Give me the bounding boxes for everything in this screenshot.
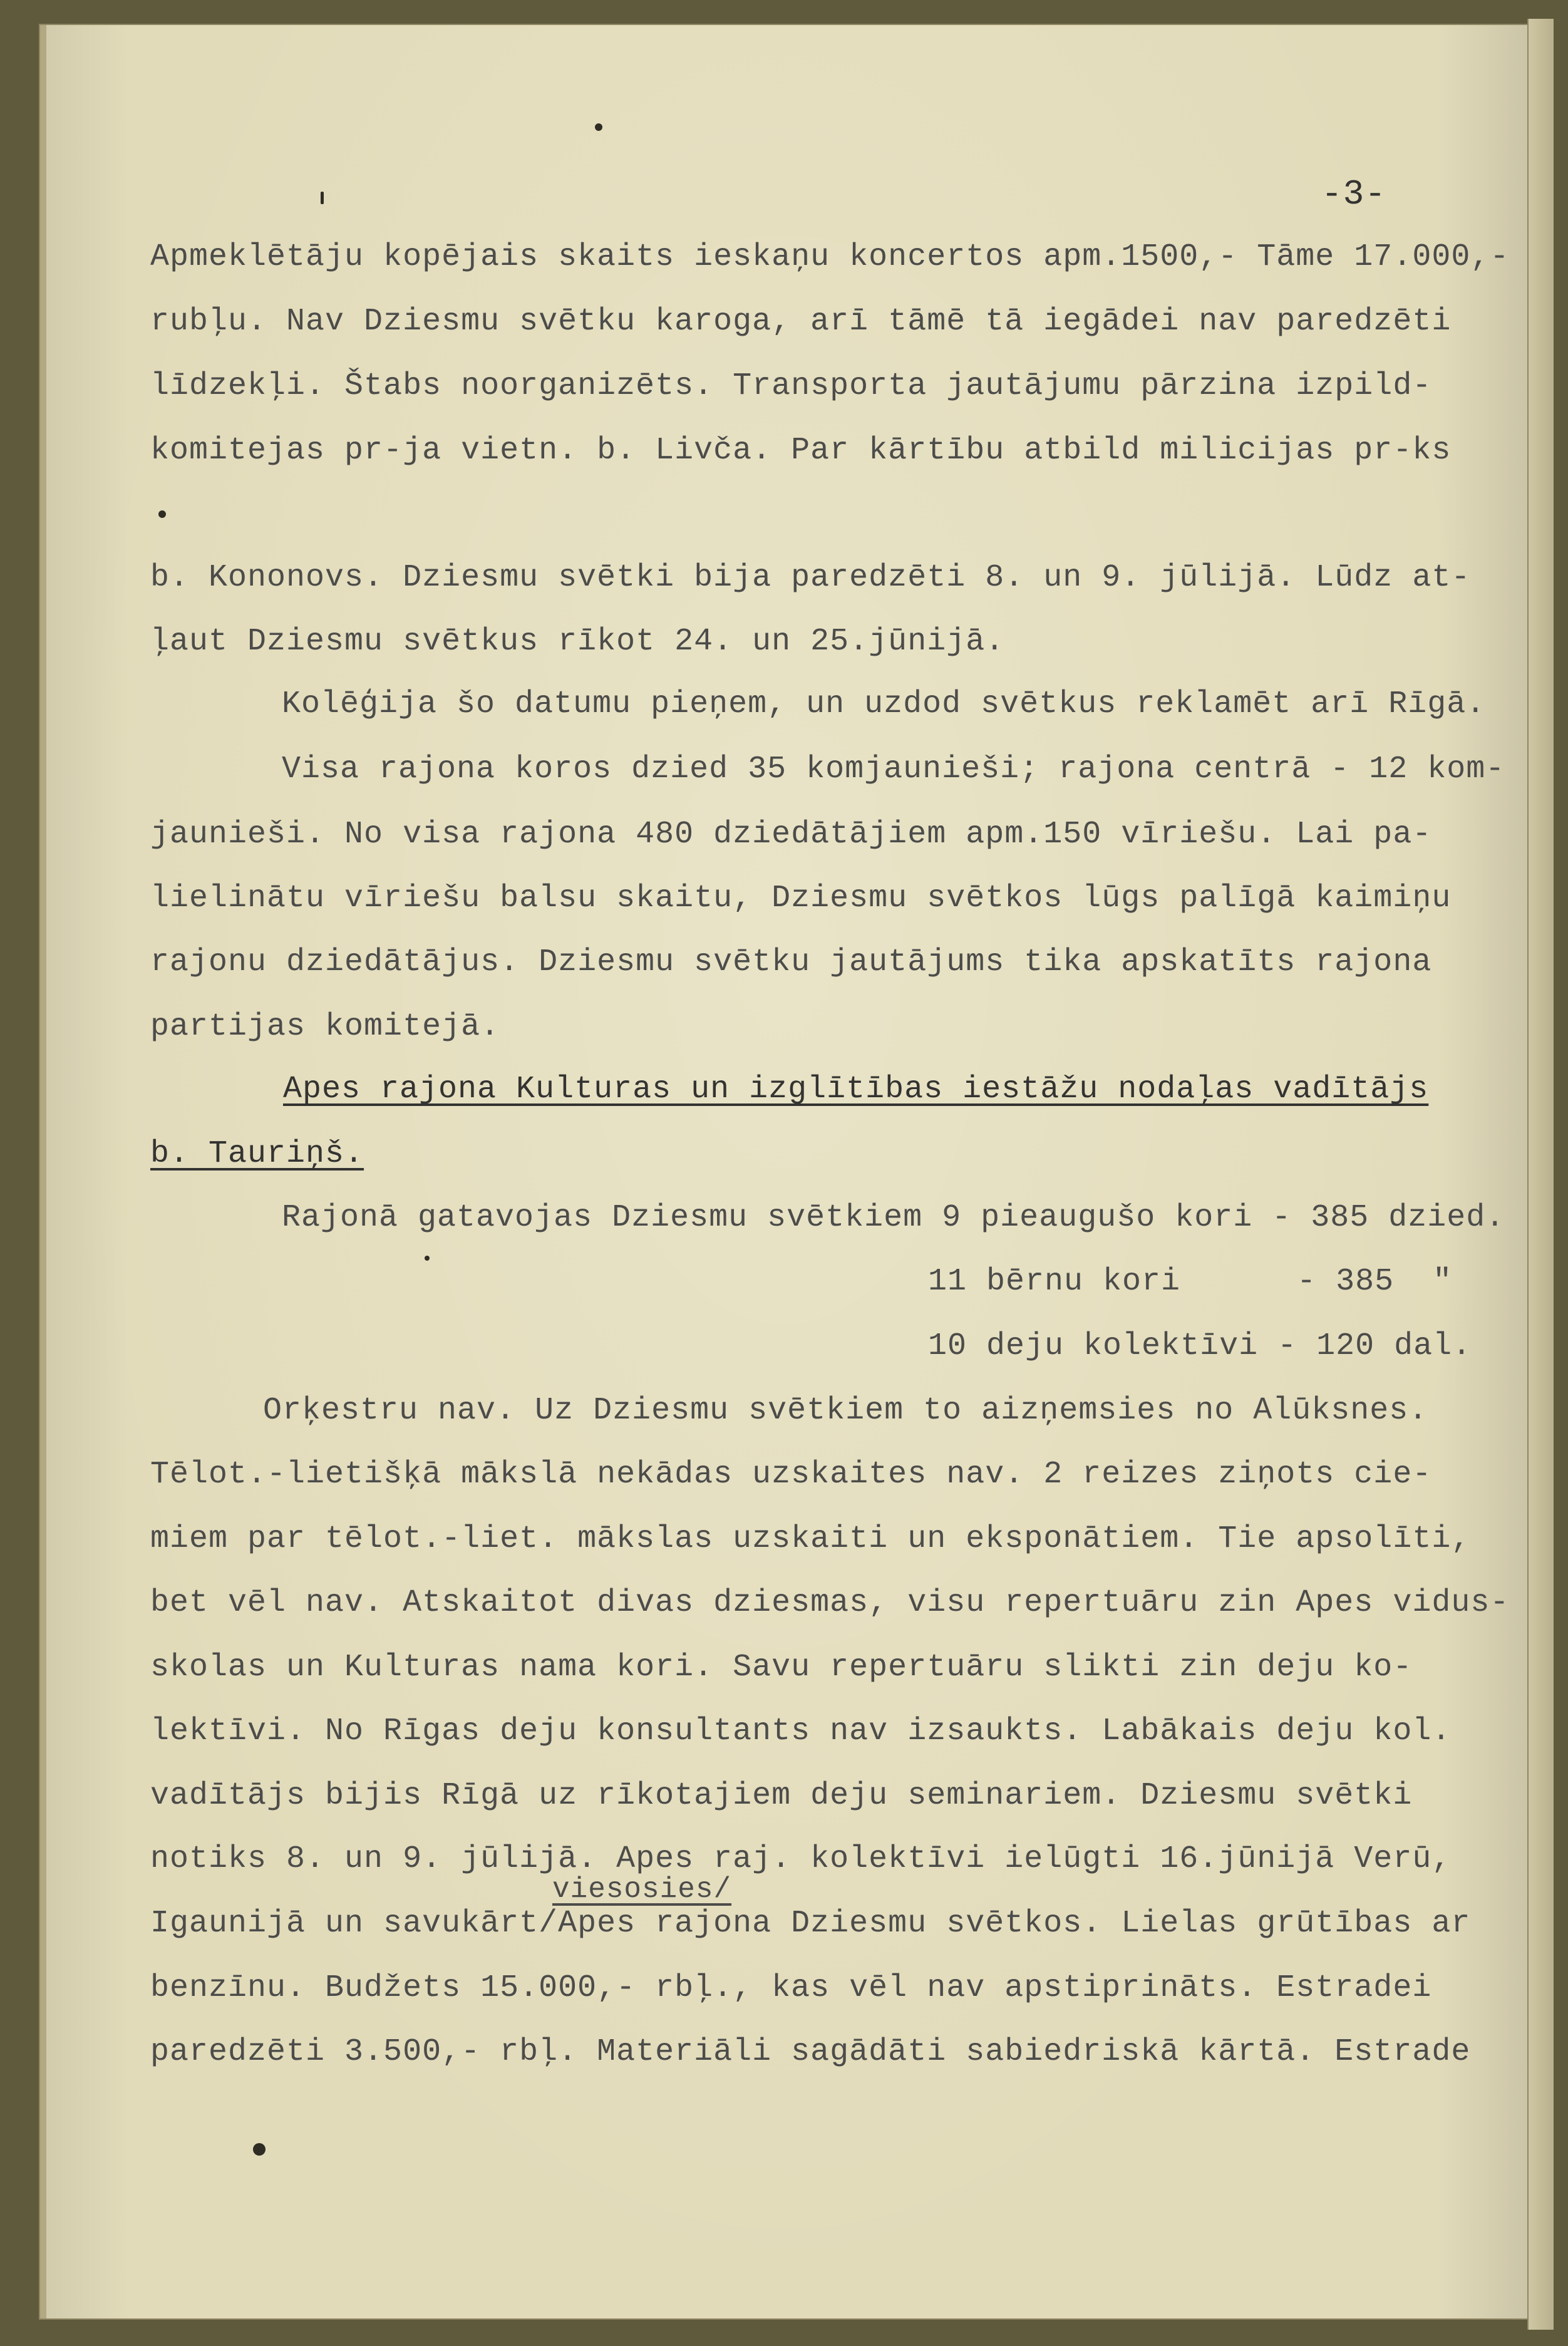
text-line: Apmeklētāju kopējais skaits ieskaņu koncertos apm.1500,- Tāme 17.000,- xyxy=(150,239,1510,275)
text-line: notiks 8. un 9. jūlijā. Apes raj. kolektīvi ielūgti 16.jūnijā Verū, xyxy=(150,1841,1452,1877)
text-line: lielinātu vīriešu balsu skaitu, Dziesmu svētkos lūgs palīgā kaimiņu xyxy=(150,881,1452,916)
text-line: ļaut Dziesmu svētkus rīkot 24. un 25.jūnijā. xyxy=(150,624,1005,659)
section-heading-name: b. Tauriņš. xyxy=(150,1136,364,1172)
text-line: miem par tēlot.-liet. mākslas uzskaiti un eksponātiem. Tie apsolīti, xyxy=(150,1521,1471,1557)
text-line: Rajonā gatavojas Dziesmu svētkiem 9 pieaugušo kori - 385 dzied. xyxy=(282,1200,1505,1236)
ink-speck xyxy=(595,123,602,131)
text-line: Visa rajona koros dzied 35 komjaunieši; rajona centrā - 12 kom- xyxy=(282,752,1505,787)
ink-speck xyxy=(253,2143,266,2156)
next-page-edge xyxy=(1527,19,1554,2330)
text-line: skolas un Kulturas nama kori. Savu repertuāru slikti zin deju ko- xyxy=(150,1650,1413,1685)
text-line: b. Kononovs. Dziesmu svētki bija paredzēti 8. un 9. jūlijā. Lūdz at- xyxy=(150,560,1471,596)
text-line: Igaunijā un savukārt/Apes rajona Dziesmu svētkos. Lielas grūtības ar xyxy=(150,1906,1471,1941)
ink-speck xyxy=(425,1256,430,1261)
text-line: paredzēti 3.500,- rbļ. Materiāli sagādāti sabiedriskā kārtā. Estrade xyxy=(150,2034,1471,2070)
text-line: jaunieši. No visa rajona 480 dziedātājiem apm.150 vīriešu. Lai pa- xyxy=(150,817,1432,852)
text-line: komitejas pr-ja vietn. b. Livča. Par kārtību atbild milicijas pr-ks xyxy=(150,433,1452,468)
text-line: benzīnu. Budžets 15.000,- rbļ., kas vēl nav apstiprināts. Estradei xyxy=(150,1970,1432,2006)
inserted-word: viesosies/ xyxy=(552,1873,732,1906)
text-line: rubļu. Nav Dziesmu svētku karoga, arī tāmē tā iegādei nav paredzēti xyxy=(150,304,1452,339)
text-line: vadītājs bijis Rīgā uz rīkotajiem deju seminariem. Dziesmu svētki xyxy=(150,1778,1413,1814)
text-line: 10 deju kolektīvi - 120 dal. xyxy=(928,1328,1472,1364)
section-heading: Apes rajona Kulturas un izglītības iestāžu nodaļas vadītājs xyxy=(283,1072,1429,1107)
page-binding-edge xyxy=(40,25,46,2318)
ink-speck xyxy=(321,192,324,204)
text-line: Tēlot.-lietišķā mākslā nekādas uzskaites nav. 2 reizes ziņots cie- xyxy=(150,1457,1432,1492)
page-number: -3- xyxy=(1321,174,1386,214)
text-line: partijas komitejā. xyxy=(150,1009,500,1045)
text-line: Kolēģija šo datumu pieņem, un uzdod svētkus reklamēt arī Rīgā. xyxy=(282,686,1486,722)
text-line: 11 bērnu kori - 385 " xyxy=(928,1264,1453,1300)
text-line: līdzekļi. Štabs noorganizēts. Transporta jautājumu pārzina izpild- xyxy=(150,368,1432,404)
ink-speck xyxy=(158,510,166,518)
text-line: lektīvi. No Rīgas deju konsultants nav izsaukts. Labākais deju kol. xyxy=(150,1713,1452,1749)
text-line: bet vēl nav. Atskaitot divas dziesmas, visu repertuāru zin Apes vidus- xyxy=(150,1585,1510,1621)
text-line: rajonu dziedātājus. Dziesmu svētku jautājums tika apskatīts rajona xyxy=(150,944,1432,980)
text-line: Orķestru nav. Uz Dziesmu svētkiem to aizņemsies no Alūksnes. xyxy=(263,1393,1428,1429)
